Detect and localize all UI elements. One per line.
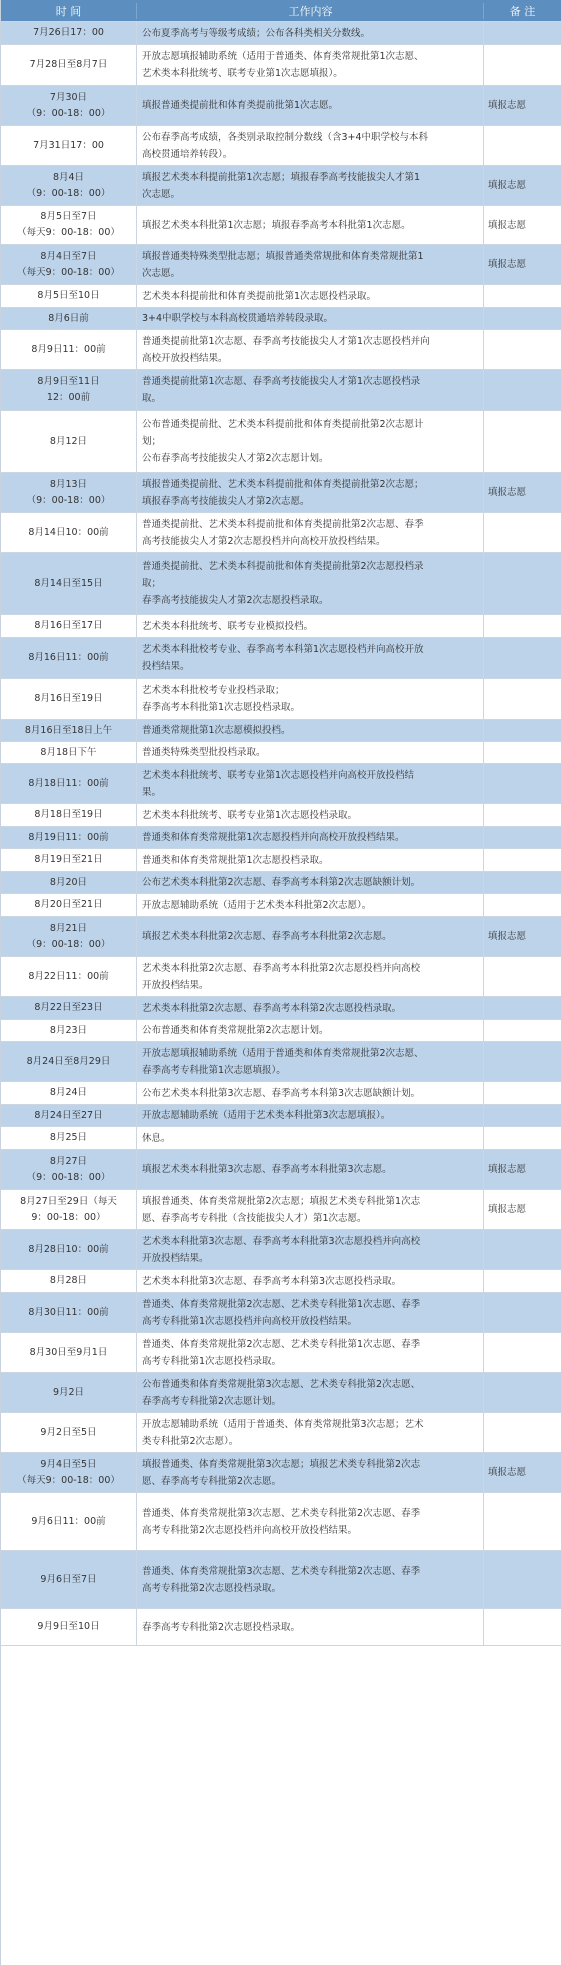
content-cell-text: 公布普通类和体育类常规批第2次志愿计划。 <box>142 1025 329 1036</box>
time-cell-text: 9月2日至5日 <box>40 1426 97 1438</box>
content-cell-text: 艺术类本科批校考专业、春季高考本科第1次志愿投档并向高校开放 投档结果。 <box>142 644 424 672</box>
content-cell <box>137 827 484 848</box>
time-cell-text: 8月16日至19日 <box>34 693 103 704</box>
time-cell-text: 8月5日至7日 （每天9：00-18：00） <box>17 211 120 238</box>
table-row <box>1 894 561 917</box>
table-row <box>1 166 561 206</box>
content-cell <box>137 411 484 472</box>
note-cell <box>484 245 561 284</box>
content-cell <box>137 1270 484 1292</box>
table-row <box>1 1105 561 1127</box>
table-row <box>1 638 561 679</box>
note-cell <box>484 1270 561 1292</box>
time-cell-text: 8月16日至18日上午 <box>24 724 113 736</box>
note-cell <box>484 1493 561 1550</box>
content-cell <box>137 22 484 44</box>
content-cell-text: 公布普通类提前批、艺术类本科提前批和体育类提前批第2次志愿计 划； 公布春季高考技能拔尖人才第2次志愿计划。 <box>142 419 424 464</box>
note-cell <box>484 1333 561 1372</box>
table-row <box>1 872 561 894</box>
note-cell <box>484 997 561 1019</box>
note-cell <box>484 827 561 848</box>
time-cell <box>1 126 137 165</box>
time-cell-text: 9月2日 <box>52 1386 85 1398</box>
content-cell <box>137 245 484 284</box>
content-cell <box>137 1042 484 1081</box>
content-cell <box>137 1551 484 1608</box>
note-cell-text: 填报志愿 <box>488 1467 527 1478</box>
time-cell-text: 8月18日下午 <box>40 746 97 758</box>
time-cell-text: 8月30日11：00前 <box>28 1306 109 1318</box>
content-cell-text: 休息。 <box>142 1132 171 1144</box>
time-cell-text: 9月4日至5日 （每天9：00-18：00） <box>17 1458 120 1486</box>
time-cell <box>1 1270 137 1292</box>
content-cell-text: 普通类、体育类常规批第2次志愿、艺术类专科批第1次志愿、春季 高考专科批第1次志愿投档录取。 <box>142 1338 421 1367</box>
time-cell-text: 8月19日至21日 <box>34 854 103 865</box>
time-cell <box>1 330 137 369</box>
time-cell-text: 7月28日至8月7日 <box>29 59 108 70</box>
note-cell <box>484 804 561 826</box>
table-header <box>1 0 561 22</box>
content-cell-text: 普通类提前批、艺术类本科提前批和体育类提前批第2次志愿投档录 取； 春季高考技能拔尖人才第2次志愿投档录取。 <box>142 561 424 606</box>
note-cell <box>484 1020 561 1041</box>
content-cell-text: 普通类提前批第1次志愿、春季高考技能拔尖人才第1次志愿投档录 取。 <box>142 376 421 404</box>
time-cell-text: 8月14日至15日 <box>34 577 103 589</box>
note-cell <box>484 849 561 871</box>
content-cell-text: 艺术类本科批第3次志愿、春季高考本科批第3次志愿投档并向高校 开放投档结果。 <box>142 1235 421 1264</box>
note-cell-text: 填报志愿 <box>488 931 527 942</box>
time-cell-text: 8月4日 （9：00-18：00） <box>26 171 111 199</box>
note-cell <box>484 1230 561 1269</box>
time-cell-text: 8月22日11：00前 <box>28 970 109 982</box>
content-cell <box>137 764 484 803</box>
time-cell-text: 8月20日 <box>49 876 88 888</box>
time-cell-text: 8月24日至8月29日 <box>26 1055 111 1067</box>
content-cell <box>137 285 484 307</box>
content-cell-text: 普通类和体育类常规批第1次志愿投档并向高校开放投档结果。 <box>142 832 405 843</box>
time-cell <box>1 86 137 125</box>
note-cell <box>484 86 561 125</box>
content-cell <box>137 1413 484 1452</box>
table-row <box>1 1190 561 1230</box>
table-row <box>1 1551 561 1609</box>
content-cell-text: 春季高考专科批第2次志愿投档录取。 <box>142 1621 301 1633</box>
table-row <box>1 742 561 764</box>
content-cell-text: 普通类和体育类常规批第1次志愿投档录取。 <box>142 854 329 866</box>
time-cell-text: 8月16日至17日 <box>34 620 103 631</box>
content-cell <box>137 1150 484 1189</box>
content-cell-text: 填报普通类、体育类常规批第3次志愿；填报艺术类专科批第2次志 愿、春季高考专科批第2次志愿。 <box>142 1458 421 1487</box>
time-cell <box>1 872 137 893</box>
time-cell-text: 8月28日 <box>49 1275 88 1286</box>
time-cell-text: 7月31日17：00 <box>33 139 104 151</box>
time-cell-text: 8月27日至29日（每天 9：00-18：00） <box>20 1195 117 1223</box>
time-cell <box>1 764 137 803</box>
content-cell-text: 艺术类本科批第2次志愿、春季高考本科批第2次志愿投档并向高校 开放投档结果。 <box>142 962 421 991</box>
content-cell <box>137 957 484 996</box>
time-cell <box>1 827 137 848</box>
content-cell <box>137 126 484 165</box>
table-row <box>1 473 561 513</box>
time-cell <box>1 1190 137 1229</box>
content-cell-text: 开放志愿辅助系统（适用于普通类、体育类常规批第3次志愿；艺术 类专科批第2次志愿）。 <box>142 1418 424 1447</box>
note-cell <box>484 126 561 165</box>
content-cell-text: 普通类、体育类常规批第3次志愿、艺术类专科批第2次志愿、春季 高考专科批第2次志愿投档录取。 <box>142 1565 421 1594</box>
time-cell-text: 9月6日至7日 <box>40 1573 97 1585</box>
table-row <box>1 1609 561 1646</box>
time-cell <box>1 1293 137 1332</box>
time-cell-text: 8月9日11：00前 <box>31 343 106 355</box>
time-cell-text: 8月25日 <box>49 1132 88 1143</box>
content-cell <box>137 1609 484 1645</box>
time-cell <box>1 804 137 826</box>
note-cell <box>484 1150 561 1189</box>
note-cell <box>484 679 561 719</box>
content-cell-text: 艺术类本科批校考专业投档录取； 春季高考本科批第1次志愿投档录取。 <box>142 685 301 713</box>
table-row <box>1 827 561 849</box>
note-cell <box>484 1373 561 1412</box>
note-cell-text: 填报志愿 <box>488 259 527 270</box>
note-cell <box>484 1293 561 1332</box>
time-cell <box>1 1551 137 1608</box>
note-cell <box>484 1105 561 1126</box>
note-cell <box>484 917 561 956</box>
time-cell <box>1 1230 137 1269</box>
note-cell <box>484 957 561 996</box>
content-cell <box>137 720 484 741</box>
content-cell-text: 艺术类本科批第3次志愿、春季高考本科第3次志愿投档录取。 <box>142 1275 402 1287</box>
note-cell <box>484 370 561 410</box>
note-cell <box>484 206 561 244</box>
content-cell <box>137 1333 484 1372</box>
time-cell-text: 8月16日11：00前 <box>28 652 109 663</box>
table-row <box>1 245 561 285</box>
time-cell <box>1 285 137 307</box>
content-cell <box>137 638 484 678</box>
content-cell-text: 艺术类本科批统考、联考专业模拟投档。 <box>142 620 314 632</box>
time-cell <box>1 957 137 996</box>
time-cell <box>1 22 137 44</box>
content-cell-text: 普通类提前批、艺术类本科提前批和体育类提前批第2次志愿、春季 高考技能拔尖人才第2次志愿投档并向高校开放投档结果。 <box>142 518 424 547</box>
time-cell-text: 8月24日至27日 <box>34 1109 103 1121</box>
time-cell <box>1 742 137 763</box>
content-cell-text: 公布普通类和体育类常规批第3次志愿、艺术类专科批第2次志愿、 春季高考专科批第2次志愿计划。 <box>142 1378 421 1407</box>
time-cell <box>1 473 137 512</box>
content-cell <box>137 872 484 893</box>
time-cell <box>1 849 137 871</box>
table-row <box>1 679 561 720</box>
note-cell <box>484 1127 561 1149</box>
time-cell-text: 8月9日至11日 12：00前 <box>37 376 100 403</box>
time-cell-text: 8月28日10：00前 <box>28 1243 109 1255</box>
content-cell <box>137 513 484 552</box>
content-cell <box>137 1105 484 1126</box>
note-cell <box>484 1082 561 1104</box>
table-row <box>1 1230 561 1270</box>
content-cell <box>137 330 484 369</box>
time-cell <box>1 206 137 244</box>
table-row <box>1 849 561 872</box>
time-cell <box>1 45 137 85</box>
content-cell <box>137 742 484 763</box>
content-cell-text: 填报艺术类本科批第1次志愿；填报春季高考本科批第1次志愿。 <box>142 219 411 231</box>
table-row <box>1 513 561 553</box>
time-cell-text: 8月18日至19日 <box>34 809 103 820</box>
time-cell <box>1 679 137 719</box>
content-cell <box>137 615 484 637</box>
note-cell <box>484 285 561 307</box>
table-row <box>1 1373 561 1413</box>
content-cell-text: 开放志愿填报辅助系统（适用于普通类、体育类常规批第1次志愿、 艺术类本科批统考、联考专业第1次志愿填报）。 <box>142 51 424 79</box>
time-cell-text: 8月13日 （9：00-18：00） <box>26 478 111 506</box>
time-cell <box>1 638 137 678</box>
table-row <box>1 764 561 804</box>
time-cell <box>1 1373 137 1412</box>
content-cell <box>137 86 484 125</box>
content-cell-text: 填报普通类、体育类常规批第2次志愿；填报艺术类专科批第1次志 愿、春季高考专科批（含技能拔尖人才）第1次志愿。 <box>142 1195 421 1224</box>
content-cell <box>137 894 484 916</box>
content-cell-text: 开放志愿辅助系统（适用于艺术类本科批第3次志愿填报）。 <box>142 1110 391 1121</box>
table-row <box>1 1042 561 1082</box>
time-cell-text: 8月6日前 <box>48 312 89 324</box>
note-cell <box>484 1413 561 1452</box>
content-cell-text: 填报普通类提前批、艺术类本科提前批和体育类提前批第2次志愿； 填报春季高考技能拔尖人才第2次志愿。 <box>142 478 424 507</box>
time-cell <box>1 1042 137 1081</box>
content-cell-text: 艺术类本科批统考、联考专业第1次志愿投档录取。 <box>142 809 358 821</box>
header-note: 备 注 <box>509 4 536 18</box>
content-cell-text: 艺术类本科批第2次志愿、春季高考本科第2次志愿投档录取。 <box>142 1002 402 1014</box>
table-row <box>1 411 561 473</box>
time-cell-text: 8月21日 （9：00-18：00） <box>26 922 111 950</box>
note-cell <box>484 473 561 512</box>
content-cell-text: 普通类提前批第1次志愿、春季高考技能拔尖人才第1次志愿投档并向 高校开放投档结果。 <box>142 335 430 364</box>
time-cell-text: 8月23日 <box>49 1024 88 1036</box>
time-cell <box>1 1127 137 1149</box>
table-row <box>1 615 561 638</box>
table-row <box>1 1413 561 1453</box>
note-cell <box>484 638 561 678</box>
time-cell-text: 7月30日 （9：00-18：00） <box>26 91 111 119</box>
content-cell-text: 填报艺术类本科批第2次志愿、春季高考本科批第2次志愿。 <box>142 931 392 942</box>
note-cell-text: 填报志愿 <box>488 180 527 191</box>
time-cell-text: 9月6日11：00前 <box>31 1515 106 1527</box>
time-cell-text: 8月22日至23日 <box>34 1002 103 1013</box>
note-cell <box>484 513 561 552</box>
time-cell <box>1 553 137 614</box>
note-cell-text: 填报志愿 <box>488 1204 527 1215</box>
time-cell-text: 8月12日 <box>49 435 88 447</box>
note-cell <box>484 1190 561 1229</box>
content-cell <box>137 1373 484 1412</box>
note-cell <box>484 45 561 85</box>
content-cell <box>137 1493 484 1550</box>
content-cell <box>137 206 484 244</box>
time-cell <box>1 894 137 916</box>
table-row <box>1 957 561 997</box>
content-cell <box>137 1453 484 1492</box>
time-cell <box>1 411 137 472</box>
header-content: 工作内容 <box>137 3 484 19</box>
note-cell <box>484 1453 561 1492</box>
content-cell-text: 普通类、体育类常规批第2次志愿、艺术类专科批第1次志愿、春季 高考专科批第1次志愿投档并向高校开放投档结果。 <box>142 1298 421 1327</box>
table-row <box>1 22 561 45</box>
content-cell-text: 公布艺术类本科批第3次志愿、春季高考本科第3次志愿缺额计划。 <box>142 1087 421 1099</box>
content-cell <box>137 1293 484 1332</box>
content-cell-text: 填报普通类特殊类型批志愿；填报普通类常规批和体育类常规批第1 次志愿。 <box>142 250 424 279</box>
content-cell-text: 开放志愿填报辅助系统（适用于普通类和体育类常规批第2次志愿、 春季高考专科批第1次志愿填报）。 <box>142 1047 424 1076</box>
time-cell-text: 8月30日至9月1日 <box>29 1346 108 1358</box>
content-cell <box>137 917 484 956</box>
note-cell <box>484 1551 561 1608</box>
content-cell-text: 艺术类本科批统考、联考专业第1次志愿投档并向高校开放投档结 果。 <box>142 769 415 798</box>
note-cell <box>484 894 561 916</box>
note-cell-text: 填报志愿 <box>488 219 527 231</box>
table-row <box>1 553 561 615</box>
note-cell-text: 填报志愿 <box>488 1164 527 1175</box>
table-row <box>1 1020 561 1042</box>
time-cell <box>1 1453 137 1492</box>
time-cell-text: 9月9日至10日 <box>37 1621 100 1632</box>
time-cell-text: 7月26日17：00 <box>33 27 104 38</box>
content-cell <box>137 679 484 719</box>
content-cell <box>137 308 484 329</box>
time-cell-text: 8月24日 <box>49 1087 88 1098</box>
time-cell <box>1 1413 137 1452</box>
note-cell <box>484 330 561 369</box>
time-cell-text: 8月20日至21日 <box>34 899 103 910</box>
content-cell <box>137 849 484 871</box>
time-cell <box>1 1493 137 1550</box>
content-cell-text: 填报普通类提前批和体育类提前批第1次志愿。 <box>142 100 339 111</box>
time-cell <box>1 308 137 329</box>
note-cell <box>484 553 561 614</box>
time-cell <box>1 917 137 956</box>
table-row <box>1 804 561 827</box>
table-row <box>1 370 561 411</box>
note-cell <box>484 1042 561 1081</box>
content-cell-text: 普通类特殊类型批投档录取。 <box>142 747 266 758</box>
time-cell <box>1 615 137 637</box>
content-cell <box>137 1020 484 1041</box>
table-row <box>1 1293 561 1333</box>
table-row <box>1 720 561 742</box>
content-cell-text: 填报艺术类本科批第3次志愿、春季高考本科批第3次志愿。 <box>142 1164 392 1175</box>
content-cell-text: 3+4中职学校与本科高校贯通培养转段录取。 <box>142 313 334 324</box>
time-cell <box>1 1105 137 1126</box>
time-cell-text: 8月14日10：00前 <box>28 526 109 538</box>
content-cell-text: 艺术类本科提前批和体育类提前批第1次志愿投档录取。 <box>142 290 377 302</box>
time-cell-text: 8月4日至7日 （每天9：00-18：00） <box>17 250 120 278</box>
table-row <box>1 126 561 166</box>
table-row <box>1 1333 561 1373</box>
table-body <box>1 22 561 1646</box>
table-row <box>1 917 561 957</box>
note-cell <box>484 615 561 637</box>
content-cell <box>137 473 484 512</box>
time-cell <box>1 513 137 552</box>
content-cell-text: 普通类常规批第1次志愿模拟投档。 <box>142 725 291 736</box>
note-cell <box>484 1609 561 1645</box>
content-cell <box>137 1082 484 1104</box>
content-cell <box>137 1190 484 1229</box>
note-cell <box>484 764 561 803</box>
note-cell-text: 填报志愿 <box>488 487 527 498</box>
time-cell <box>1 1082 137 1104</box>
content-cell-text: 公布艺术类本科批第2次志愿、春季高考本科第2次志愿缺额计划。 <box>142 877 421 888</box>
content-cell <box>137 804 484 826</box>
note-cell <box>484 166 561 205</box>
content-cell-text: 公布夏季高考与等级考成绩；公布各科类相关分数线。 <box>142 27 371 39</box>
content-cell <box>137 1127 484 1149</box>
content-cell <box>137 1230 484 1269</box>
table-row <box>1 330 561 370</box>
table-row <box>1 1150 561 1190</box>
content-cell-text: 填报艺术类本科提前批第1次志愿；填报春季高考技能拔尖人才第1 次志愿。 <box>142 171 421 200</box>
content-cell-text: 开放志愿辅助系统（适用于艺术类本科批第2次志愿）。 <box>142 899 372 911</box>
content-cell <box>137 45 484 85</box>
table-row <box>1 1270 561 1293</box>
content-cell <box>137 370 484 410</box>
time-cell <box>1 166 137 205</box>
time-cell-text: 8月18日11：00前 <box>28 777 109 789</box>
time-cell <box>1 997 137 1019</box>
content-cell-text: 公布春季高考成绩，各类别录取控制分数线（含3+4中职学校与本科 高校贯通培养转段）。 <box>142 131 429 160</box>
content-cell-text: 普通类、体育类常规批第3次志愿、艺术类专科批第2次志愿、春季 高考专科批第2次志愿投档并向高校开放投档结果。 <box>142 1507 421 1536</box>
time-cell-text: 8月5日至10日 <box>37 290 100 301</box>
time-cell <box>1 1150 137 1189</box>
table-row <box>1 285 561 308</box>
time-cell <box>1 1020 137 1041</box>
table-row <box>1 1453 561 1493</box>
table-row <box>1 1127 561 1150</box>
table-row <box>1 997 561 1020</box>
time-cell-text: 8月19日11：00前 <box>28 831 109 843</box>
time-cell <box>1 1609 137 1645</box>
note-cell <box>484 872 561 893</box>
note-cell <box>484 411 561 472</box>
time-cell-text: 8月27日 （9：00-18：00） <box>26 1155 111 1183</box>
table-row <box>1 86 561 126</box>
table-row <box>1 206 561 245</box>
note-cell <box>484 720 561 741</box>
table-row <box>1 45 561 86</box>
time-cell <box>1 245 137 284</box>
header-time: 时 间 <box>1 3 137 19</box>
time-cell <box>1 1333 137 1372</box>
table-row <box>1 1493 561 1551</box>
content-cell <box>137 166 484 205</box>
content-cell <box>137 553 484 614</box>
table-row <box>1 308 561 330</box>
note-cell <box>484 22 561 44</box>
table-row <box>1 1082 561 1105</box>
note-cell-text: 填报志愿 <box>488 100 527 111</box>
time-cell <box>1 720 137 741</box>
note-cell <box>484 308 561 329</box>
time-cell <box>1 370 137 410</box>
note-cell <box>484 742 561 763</box>
content-cell <box>137 997 484 1019</box>
